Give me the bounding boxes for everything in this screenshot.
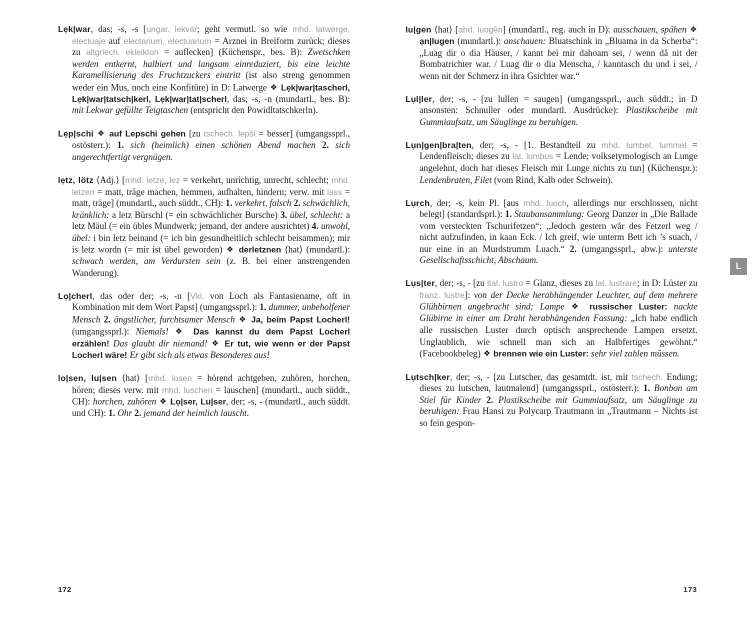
page-right [378,0,755,640]
dictionary-entry-lugen: lu|gen ⟨hat⟩ [ahd. luogēn] (mundartl., reg. auch in D): ausschauen, spähen ❖ ạn|lugen (mundartl.): anschauen: Bluatschink in „Bluama in da Scherba“: „Luag dir o dia Häuser, / kannt bei mir dahoam sei, / wenn då nit der Bombatrichter war. / Luag dir o dia Menscha, / kanntasch du und i sei, / wenn nit der Schmerz in ihra Gsichter war.“ [405,24,698,81]
dictionary-entry-luller: Lụl|ler, der; -s, - [zu lullen = saugen] (umgangssprl., auch süddt.; in D ansonsten: Schnuller oder mundartl. Ausdrücke): Plastikscheibe mit Gummiaufsatz, um Säuglinge zu beruhigen. [405,93,698,127]
dictionary-entry-losen: lo|sen, lu|sen ⟨hat⟩ [mhd. losen = hörend achtgeben, zuhören, horchen, hören; dieses verw. mit mhd. luschen = lauschen] (mundartl., auch süddt., CH): horchen, zuhören ❖ Lọ|ser, Lu|ser, der; -s, - (mundartl., auch süddt. und CH): 1. Ohr 2. jemand der heimlich lauscht. [58,373,351,419]
dictionary-entry-lepschi: Lẹp|schi ❖ auf Lepschi gehen [zu tschech. lepši = besser] (umgangssprl., ostösterr.): 1. sich (heimlich) einen schönen Abend machen 2. sich ungerechtfertigt vergnügen. [58,128,350,162]
dictionary-entry-locherl: Lọ|cherl, das oder der; -s, -n [Vkl. von Loch als Fantasiename, oft in Kombination mit dem Wort Papst] (umgangssprl.): 1. dummer, unbeholfener Mensch 2. ängstlicher, furchtsamer Mensch ❖ Ja, beim Papst Locherl! (umgangssprl.): Niemals! ❖ Das kannst du dem Papst Locherl erzählen! Das glaubt dir niemand! ❖ Er tut, wie wenn er der Papst Locherl wäre! Er gibt sich als etwas Besonderes aus! [58,290,351,361]
dictionary-entry-luster: Lụs|ter, der; -s, - [zu ital. lustro = Glanz, dieses zu lat. lustrare; in D: Lüster zu franz. lustre]: von der Decke herabhängender Leuchter, auf dem mehrere Glühbirnen angebracht sind; Lampe ❖ russischer Luster: nackte Glübirne in einer am Draht herabhängenden Fassung: „Ich habe endlich alle russischen Luster durch optisch ansprechende Lampen ersetzt. Unglaublich, wie schnell man sich an Halbfertiges gewöhnt.“ (Facebookbeleg) ❖ brennen wie ein Luster: sehr viel zahlen müssen. [405,278,698,359]
dictionary-entry-lekwar: Lẹk|war, das; -s, -s [ungar. lekvár; geht vermutl. so wie mhd. latwerge, electuaje auf electarium, electuarium = Arznei in Breiform zurück; dieses zu altgriech. ekleikton = auflecken] (Küchenspr., bes. B): Zwetschken werden entkernt, halbiert und langsam einreduziert, bis eine leichte Karamellisierung des Fruchtzuckers eintritt (ist also streng genommen weder ein Mus, noch eine Konfitüre) in D: Latwerge ❖ Lẹk|war|tascherl, Lẹk|war|tatsch|kerl, Lẹk|war|tat|scherl, das; -s, -n (mundartl., bes. B): mit Lekwar gefüllte Teigtaschen (entspricht den Powidltatschkerln). [58,24,351,116]
page-number-right: 173 [683,585,697,594]
dictionary-entry-lutschker: Lụtsch|ker, der; -s, - [zu Lutscher, das gesamtdt. ist, mit tschech. Endung; dieses zu lutschen, lautmalend] (umgangssprl., ostösterr.): 1. Bonbon am Stiel für Kinder 2. Plastikscheibe mit Gummiaufsatz, um Säuglinge zu beruhigen: Frau Hansi zu Polycarp Trautmann in „Trautmann – Nichts ist so fein gespon- [405,371,698,428]
dictionary-entry-lurch: Lụrch, der; -s, kein Pl. [aus mhd. luoch, allerdings nur erschlossen, nicht belegt] (standardsprl.): 1. Staubansammlung: Georg Danzer in „Die Ballade vom versteckten Tschurifetzen“: „Jedoch gestern wår des Fetzerl weg / nicht aufzufinden, in kaan Eck. / Ich greif, wie unterm Bett ich ’s suach, / nur eine in an Murdstrumm Luach.“ 2. (umgangssprl., abw.): unterste Gesellschaftsschicht, Abschaum. [405,197,698,266]
left-column-text [58,24,350,420]
right-column-text [406,24,698,429]
thumb-index-tab-l[interactable]: L [730,258,747,275]
dictionary-entry-lungenbraten: Lụn|gen|bra|ten, der; -s, - [1. Bestandteil zu mhd. lumbel, lummel = Lendenfleisch; dieses zu lat. lumbus = Lende; volksetymologisch an Lunge angelehnt, doch hat dieses Fleisch mit Lunge nichts zu tun] (Küchenspr.): Lendenbraten, Filet (vom Rind, Kalb oder Schwein). [405,139,698,185]
page-number-left: 172 [58,585,72,594]
dictionary-entry-letz: lẹtz, lötz ⟨Adj.⟩ [mhd. letze, lez = verkehrt, unrichtig, unrecht, schlecht; mhd. letzen = matt, träge machen, hemmen, aufhalten, hindern; verw. mit lass = matt, träge] (mundartl., auch süddt., CH): 1. verkehrt, falsch 2. schwächlich, kränklich: a letz Bürschl (= ein schwächlicher Bursche) 3. übel, schlecht: a letz Mäul (= ein übles Mundwerk; jemand, der andere ausrichtet) 4. unwohl, übel: i bin letz beinand (= ich bin gesundheitlich schlecht beisammen); mir is letz wordn (= mir ist übel geworden) ❖ derletznen ⟨hat⟩ (mundartl.): schwach werden, am Verdursten sein (z. B. bei einer anstrengenden Wanderung). [58,175,351,278]
